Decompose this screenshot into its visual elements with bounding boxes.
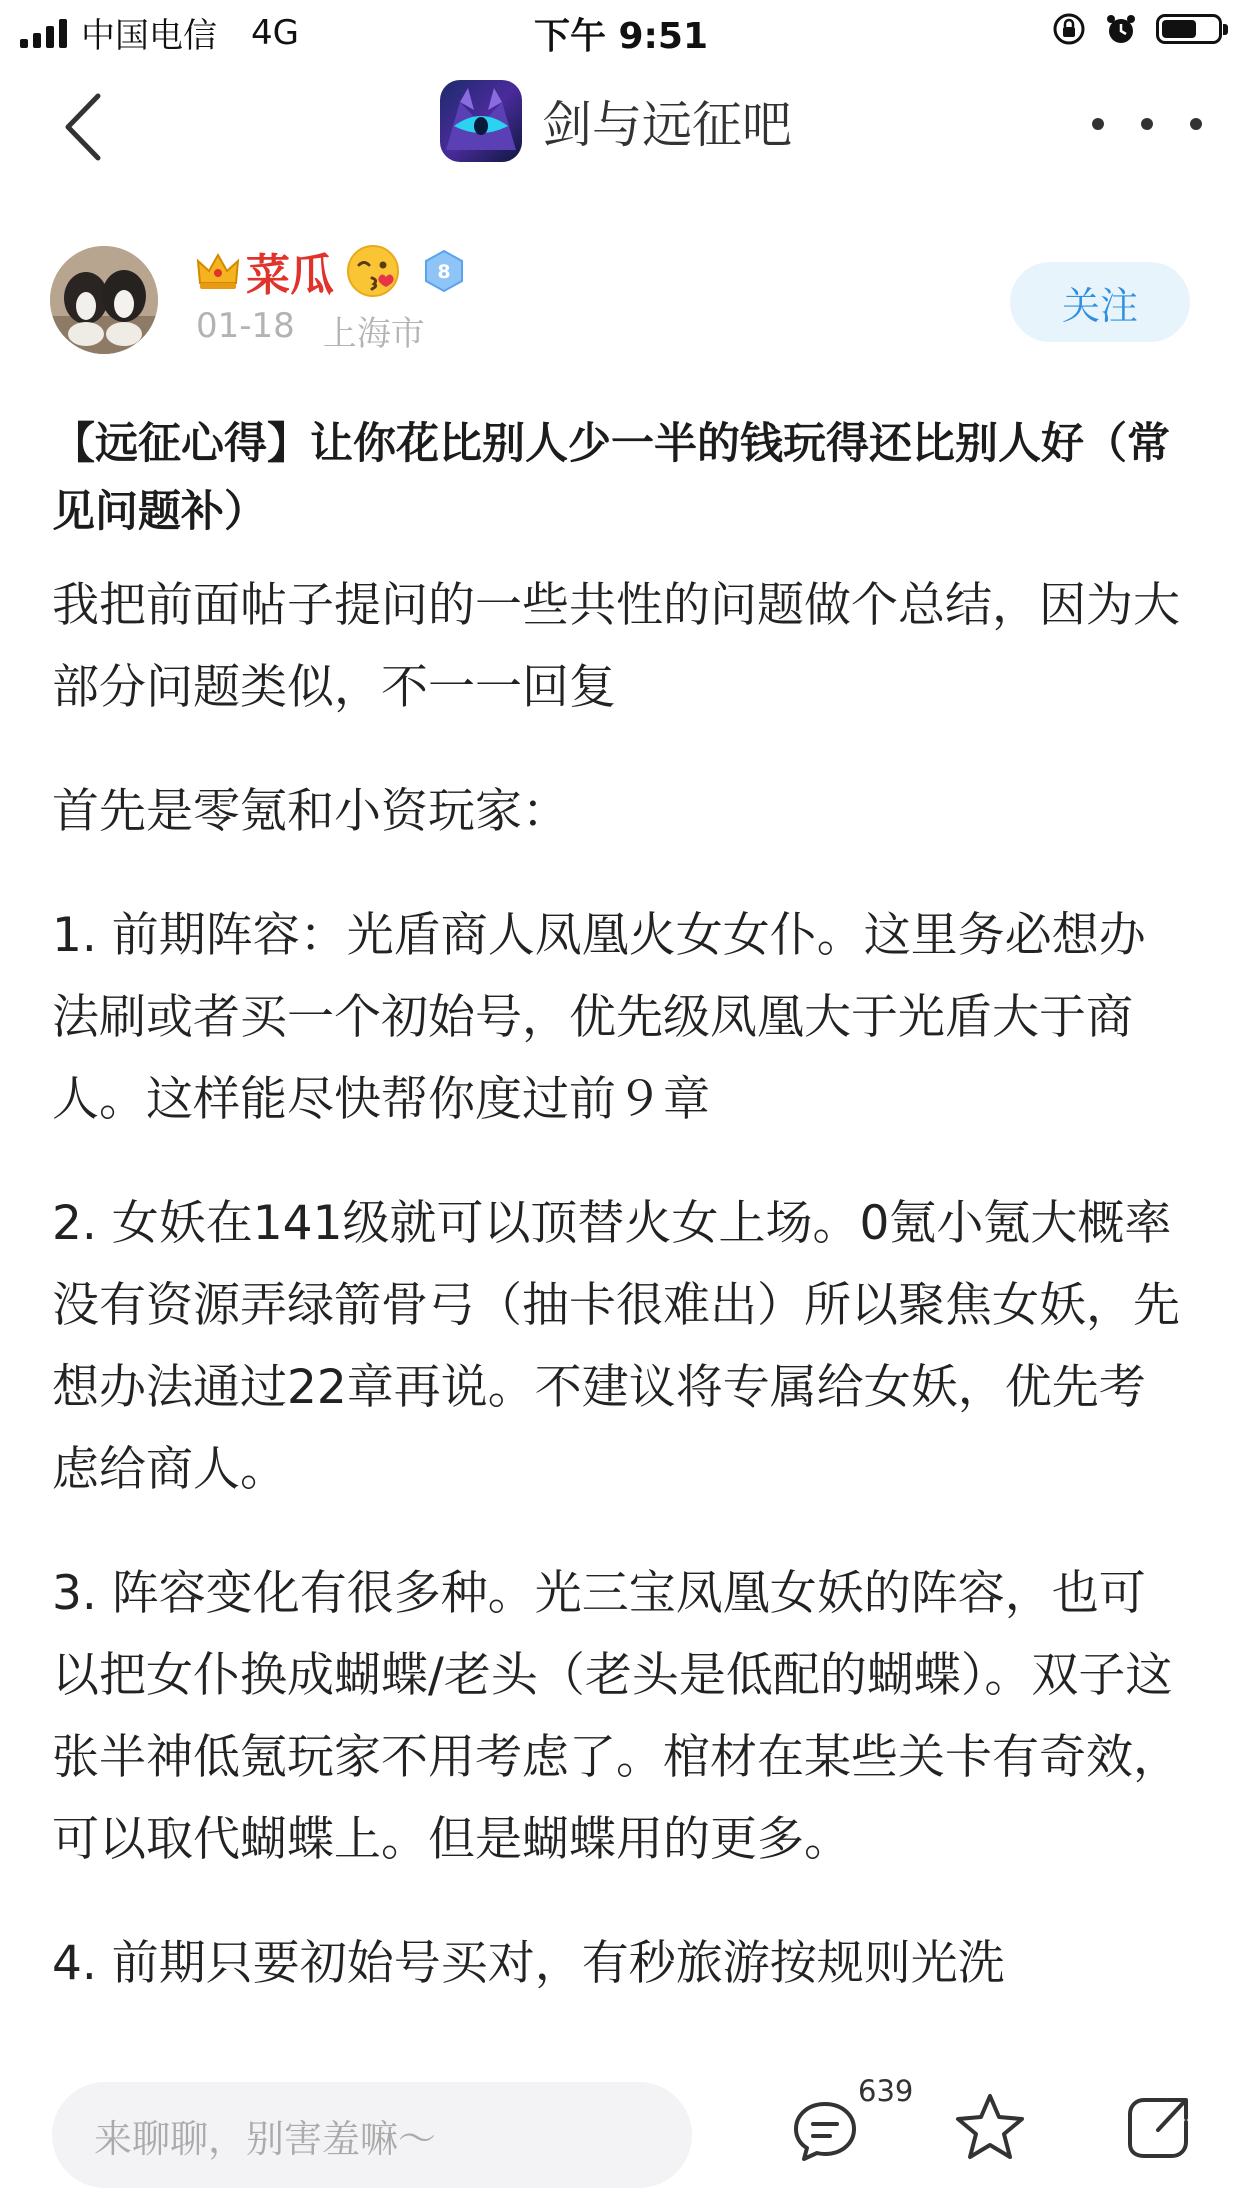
level-badge-icon [422, 249, 466, 293]
post-date: 01-18 [196, 306, 295, 346]
post-paragraph: 1. 前期阵容：光盾商人凤凰火女女仆。这里务必想办法刷或者买一个初始号，优先级凤凰大于光盾大于商人。这样能尽快帮你度过前９章 [52, 908, 1146, 1127]
post-location: 上海市 [322, 314, 425, 354]
author-row [0, 240, 1242, 370]
battery-icon [1156, 14, 1222, 44]
favorite-star-icon[interactable] [952, 2090, 1028, 2166]
post-paragraph: 首先是零氪和小资玩家： [52, 784, 569, 839]
post-paragraph: 3. 阵容变化有很多种。光三宝凤凰女妖的阵容，也可以把女仆换成蝴蝶/老头（老头是低配的蝴蝶）。双子这张半神低氪玩家不用考虑了。棺材在某些关卡有奇效，可以取代蝴蝶上。但是蝴蝶用的更多。 [52, 1566, 1180, 1867]
comment-input[interactable]: 来聊聊，别害羞嘛～ [52, 2082, 692, 2188]
post-paragraph: 4. 前期只要初始号买对，有秒旅游按规则光洗 [52, 1936, 1005, 1991]
forum-title: 剑与远征吧 [542, 96, 792, 154]
post-title: 【远征心得】让你花比别人少一半的钱玩得还比别人好（常见问题补） [52, 419, 1170, 537]
status-right [1052, 12, 1222, 46]
comment-count: 639 [858, 2074, 914, 2108]
rotation-lock-icon [1052, 12, 1086, 46]
crown-icon [196, 251, 240, 291]
post-paragraph: 我把前面帖子提问的一些共性的问题做个总结，因为大部分问题类似，不一一回复 [52, 578, 1180, 715]
bottom-bar [0, 2062, 1242, 2208]
clock: 下午 9:51 [533, 16, 709, 57]
post-body [52, 565, 1192, 2005]
author-name[interactable]: 菜瓜 [246, 250, 334, 301]
network-label: 4G [251, 12, 299, 53]
nav-bar [0, 62, 1242, 192]
author-name-row [196, 240, 466, 302]
comment-icon[interactable] [790, 2096, 860, 2166]
alarm-icon [1104, 12, 1138, 46]
share-icon[interactable] [1122, 2092, 1194, 2164]
kiss-emoji-icon [346, 244, 400, 298]
avatar[interactable] [50, 246, 158, 354]
forum-header[interactable] [440, 80, 792, 162]
status-bar [0, 0, 1242, 62]
more-options-icon[interactable] [1092, 104, 1202, 144]
level-number: 8 [437, 261, 451, 283]
forum-logo-icon [440, 80, 522, 162]
back-icon[interactable] [56, 90, 116, 164]
follow-button[interactable]: 关注 [1010, 262, 1190, 342]
post-meta [196, 306, 425, 355]
post-paragraph: 2. 女妖在141级就可以顶替火女上场。0氪小氪大概率没有资源弄绿箭骨弓（抽卡很难出）所以聚焦女妖，先想办法通过22章再说。不建议将专属给女妖，优先考虑给商人。 [52, 1196, 1180, 1497]
carrier-label: 中国电信 [81, 16, 217, 56]
